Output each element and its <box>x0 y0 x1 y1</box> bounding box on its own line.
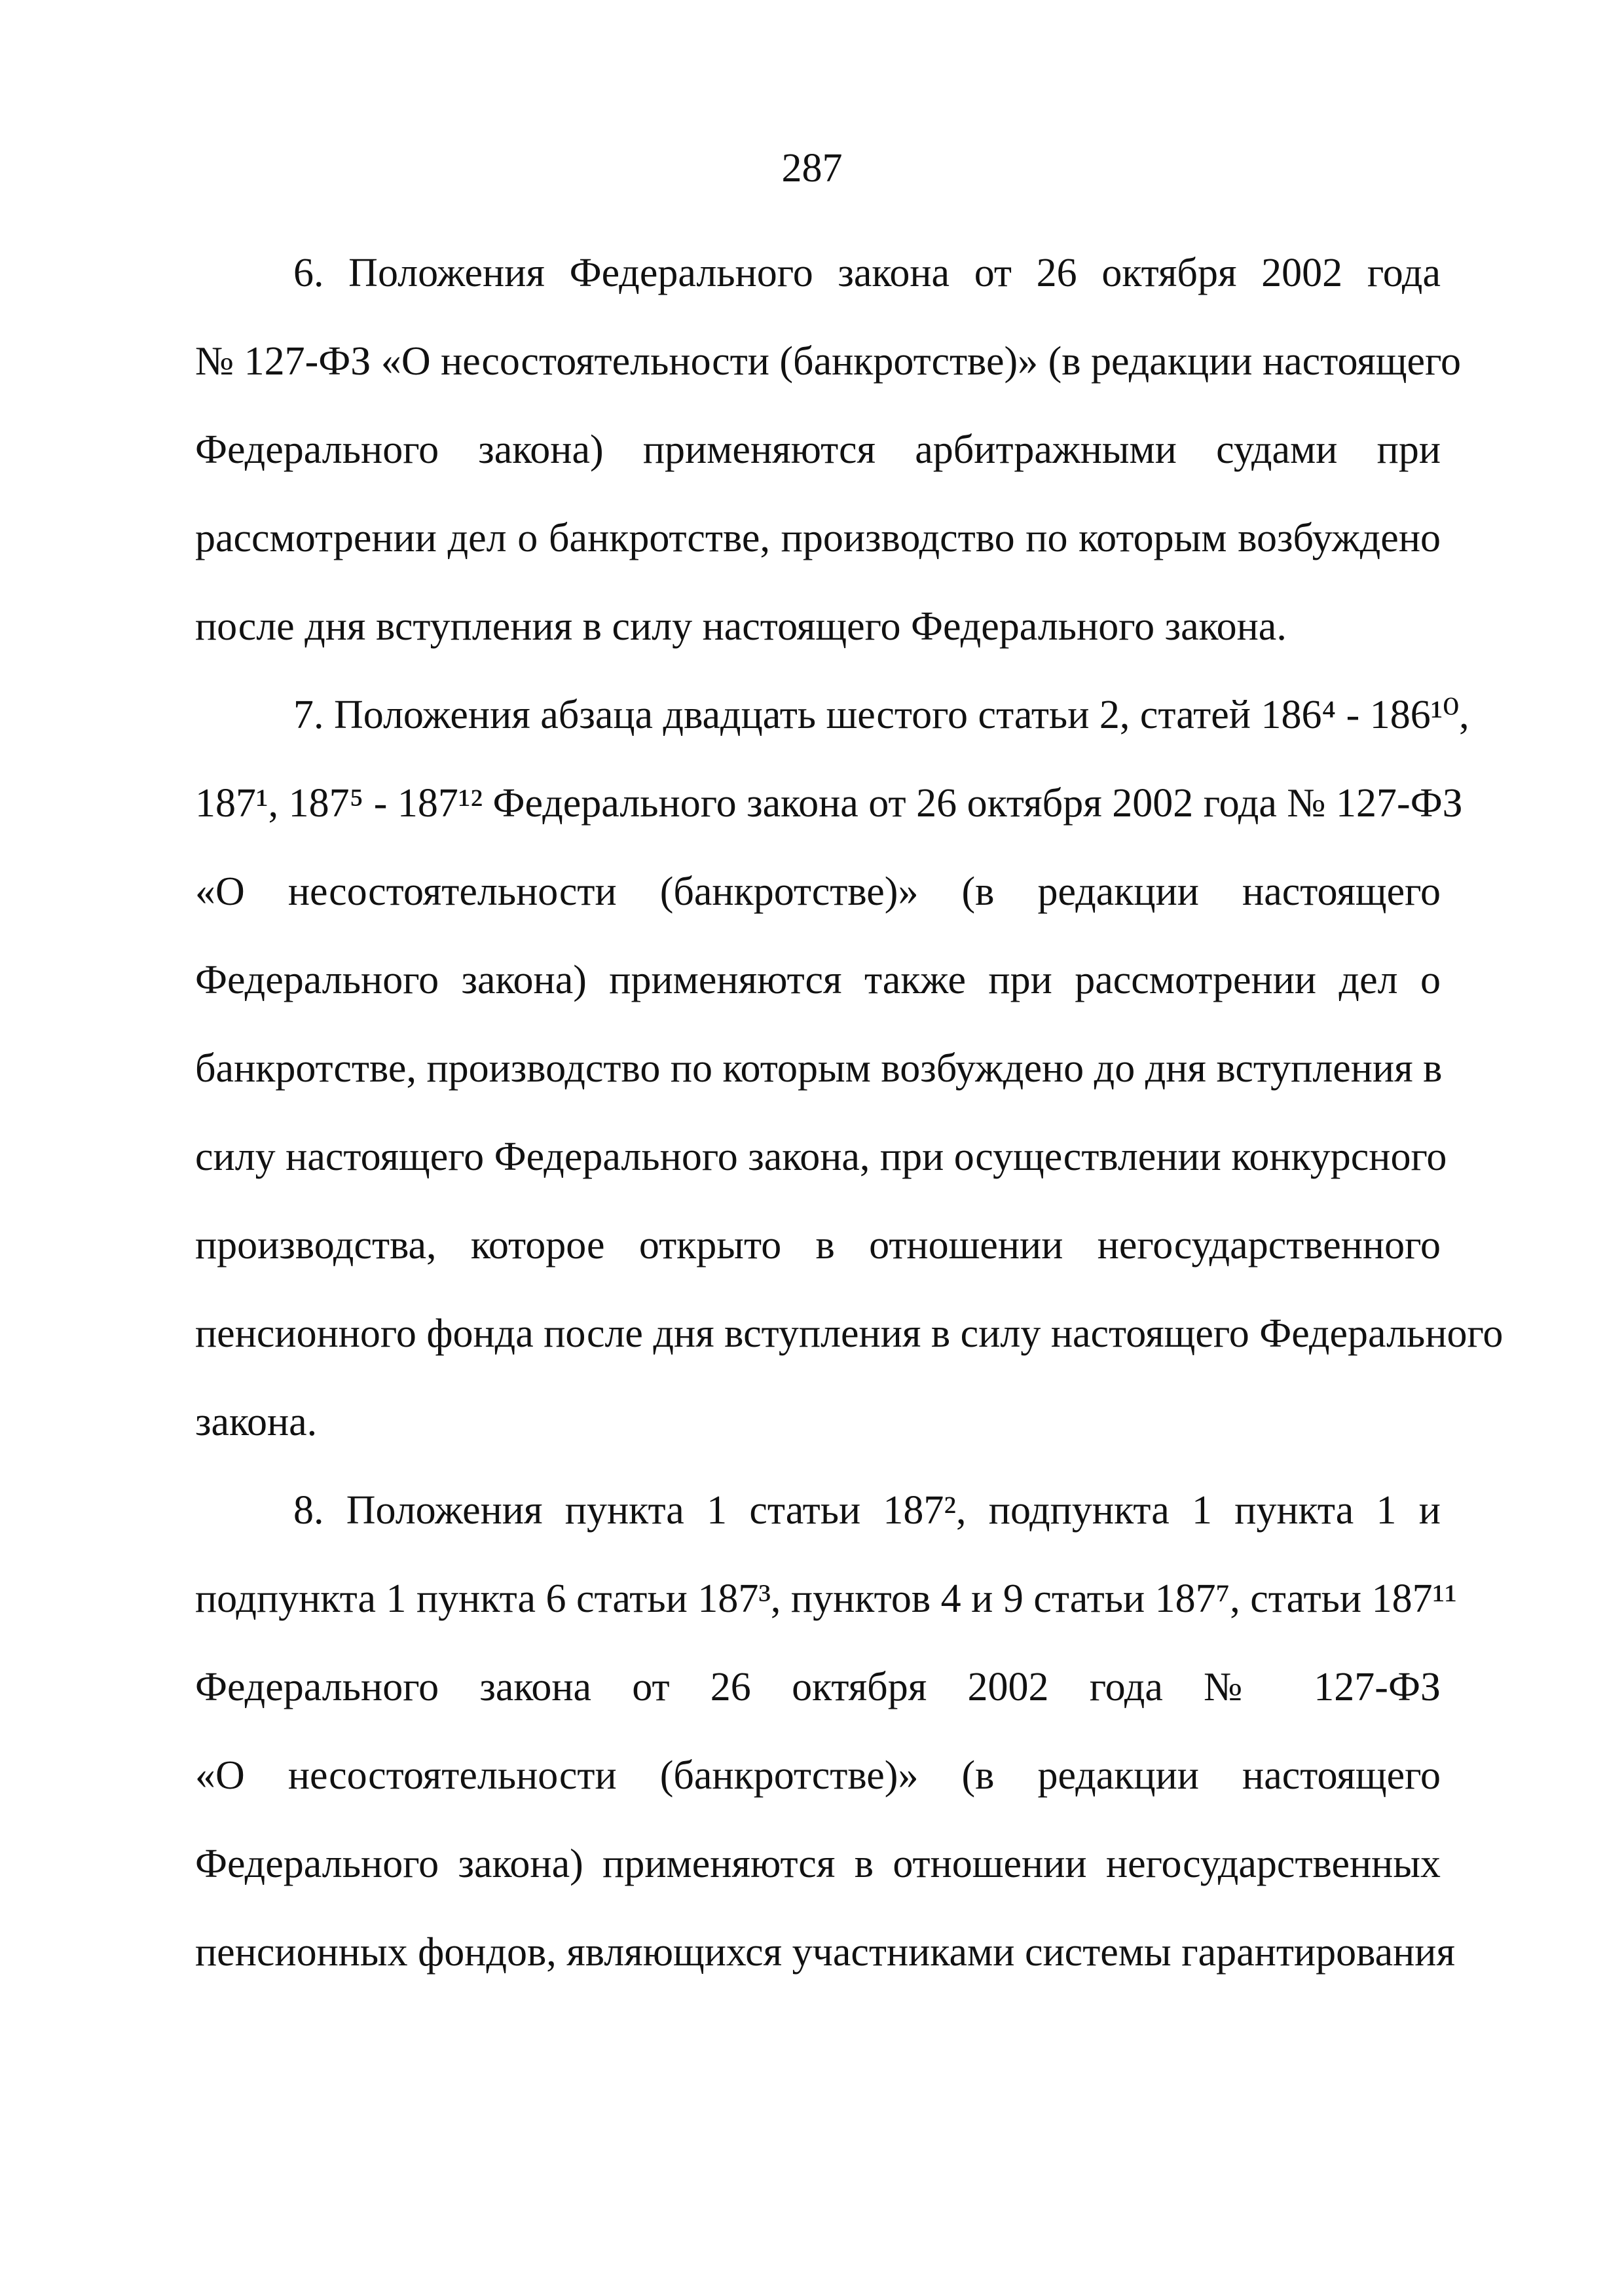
paragraph-8-line-1: 8. Положения пункта 1 статьи 187², подпункта 1 пункта 1 и <box>293 1488 1441 1533</box>
paragraph-7-line-4: Федерального закона) применяются также при рассмотрении дел о <box>195 958 1441 1002</box>
paragraph-7-line-2: 187¹, 187⁵ - 187¹² Федерального закона от 26 октября 2002 года № 127-ФЗ <box>195 781 1463 826</box>
paragraph-8-line-6: пенсионных фондов, являющихся участниками системы гарантирования <box>195 1930 1455 1975</box>
paragraph-6-line-4: рассмотрении дел о банкротстве, производство по которым возбуждено <box>195 516 1441 560</box>
paragraph-8-line-4: «О несостоятельности (банкротстве)» (в редакции настоящего <box>195 1753 1441 1798</box>
paragraph-8-line-5: Федерального закона) применяются в отношении негосударственных <box>195 1842 1441 1886</box>
paragraph-6-line-1: 6. Положения Федерального закона от 26 октября 2002 года <box>293 251 1441 295</box>
paragraph-7-line-8: пенсионного фонда после дня вступления в силу настоящего Федерального <box>195 1311 1504 1356</box>
paragraph-6-line-5: после дня вступления в силу настоящего Федерального закона. <box>195 604 1287 649</box>
paragraph-7-line-7: производства, которое открыто в отношении негосударственного <box>195 1223 1441 1267</box>
paragraph-7-line-9: закона. <box>195 1400 318 1444</box>
paragraph-7-line-6: силу настоящего Федерального закона, при осуществлении конкурсного <box>195 1135 1447 1179</box>
paragraph-8-line-3: Федерального закона от 26 октября 2002 года № 127-ФЗ <box>195 1665 1441 1709</box>
paragraph-6-line-3: Федерального закона) применяются арбитражными судами при <box>195 428 1441 472</box>
page-number: 287 <box>781 146 843 191</box>
paragraph-7-line-5: банкротстве, производство по которым возбуждено до дня вступления в <box>195 1046 1443 1091</box>
paragraph-8-line-2: подпункта 1 пункта 6 статьи 187³, пунктов 4 и 9 статьи 187⁷, статьи 187¹¹ <box>195 1576 1457 1621</box>
paragraph-7-line-3: «О несостоятельности (банкротстве)» (в редакции настоящего <box>195 869 1441 914</box>
paragraph-7-line-1: 7. Положения абзаца двадцать шестого статьи 2, статей 186⁴ - 186¹⁰, <box>293 693 1469 737</box>
paragraph-6-line-2: № 127-ФЗ «О несостоятельности (банкротстве)» (в редакции настоящего <box>195 339 1461 384</box>
